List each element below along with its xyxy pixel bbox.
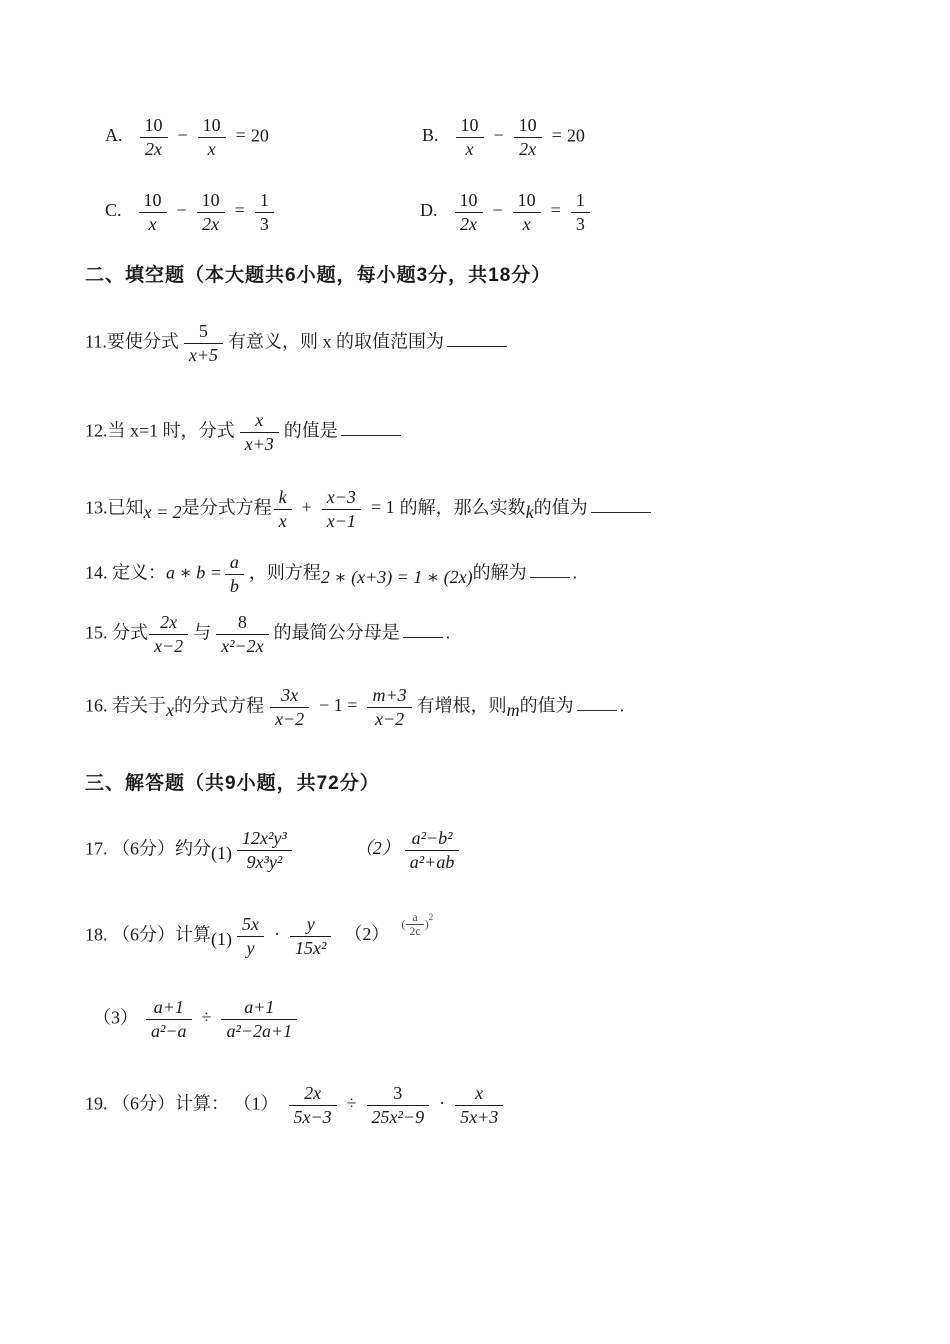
denominator: x <box>456 137 484 161</box>
numerator: 3 <box>393 1083 403 1103</box>
rhs-value: 20 <box>566 125 585 146</box>
fraction <box>140 114 168 160</box>
part-1-label: (1) <box>211 929 232 950</box>
fraction <box>289 1082 337 1128</box>
numerator: 5 <box>198 321 208 341</box>
choice-b-label: B. <box>422 125 439 146</box>
variable-m: m <box>506 700 520 721</box>
numerator: 12x²y³ <box>242 828 287 848</box>
denominator: 2x <box>514 137 542 161</box>
choice-a-label: A. <box>105 125 123 146</box>
answer-blank <box>447 344 507 347</box>
denominator: 2x <box>455 212 483 236</box>
question-text: 19. （6分）计算： （1） <box>85 1093 279 1114</box>
variable-x: x <box>166 700 174 721</box>
question-text: 15. 分式 <box>85 622 148 643</box>
numerator: 10 <box>517 190 536 210</box>
question-text: 的值为 <box>533 497 588 518</box>
part-2-label: （2） <box>354 838 400 859</box>
section-fill-header: 二、填空题（本大题共6小题，每小题3分，共18分） <box>85 265 552 286</box>
period: . <box>619 695 625 716</box>
denominator: x <box>198 137 226 161</box>
rhs-value: 20 <box>250 125 269 146</box>
answer-blank <box>577 708 617 711</box>
question-text: 13.已知 <box>85 497 144 518</box>
fraction <box>139 189 167 235</box>
question-15 <box>85 611 450 657</box>
question-19 <box>85 1082 508 1128</box>
numerator: 10 <box>201 190 220 210</box>
numerator: a+1 <box>153 997 184 1017</box>
fraction <box>514 114 542 160</box>
denominator: x+5 <box>184 343 223 367</box>
choice-a <box>105 114 269 160</box>
denominator: 3 <box>255 212 274 236</box>
numerator: a²−b² <box>411 828 453 848</box>
denominator: 15x² <box>290 936 331 960</box>
fraction <box>456 114 484 160</box>
equals-sign: = <box>235 125 246 146</box>
numerator: 1 <box>575 190 585 210</box>
part-1-label: (1) <box>211 843 232 864</box>
numerator: 10 <box>202 115 221 135</box>
denominator: y <box>237 936 264 960</box>
denominator: a²−2a+1 <box>221 1019 297 1043</box>
minus-operator: − <box>176 200 187 221</box>
part-3-label: （3） <box>93 1007 138 1028</box>
definition-lhs: a ∗ b = <box>166 562 222 583</box>
fraction <box>255 189 274 235</box>
denominator: 5x−3 <box>289 1105 337 1129</box>
question-11 <box>85 320 510 366</box>
answer-blank <box>530 575 570 578</box>
denominator: x+3 <box>240 432 279 456</box>
fraction <box>237 827 292 873</box>
numerator: m+3 <box>372 685 407 705</box>
fraction <box>322 486 361 532</box>
fraction <box>405 827 460 873</box>
denominator: x−2 <box>367 707 411 731</box>
open-paren: ( <box>401 916 406 931</box>
choice-b <box>422 114 585 160</box>
choice-c-label: C. <box>105 200 122 221</box>
minus-operator: − <box>177 125 188 146</box>
question-text: 有意义，则 x 的取值范围为 <box>227 331 444 352</box>
minus-operator: − <box>493 125 504 146</box>
denominator: x <box>274 509 292 533</box>
question-14 <box>85 551 577 597</box>
fraction <box>290 913 331 959</box>
numerator: 2x <box>304 1083 322 1103</box>
numerator: x−3 <box>326 487 356 507</box>
numerator: 5x <box>242 914 259 934</box>
denominator: a²−a <box>146 1019 192 1043</box>
answer-blank <box>591 510 651 513</box>
numerator: 10 <box>460 115 479 135</box>
question-18-part-3 <box>93 996 302 1042</box>
numerator: a <box>412 910 418 925</box>
choice-c <box>105 189 279 235</box>
question-16 <box>85 684 624 730</box>
section-solve-header: 三、解答题（共9小题，共72分） <box>85 773 380 794</box>
denominator: 2x <box>197 212 225 236</box>
numerator: 10 <box>459 190 478 210</box>
question-text: 16. 若关于 <box>85 695 166 716</box>
fraction <box>367 1082 430 1128</box>
fraction <box>149 611 188 657</box>
question-text: ，则方程 <box>248 562 321 583</box>
question-text: 17. （6分）约分 <box>85 838 211 859</box>
part-2-label: （2） <box>344 924 390 945</box>
question-text: 的最简公分母是 <box>273 622 400 643</box>
fraction <box>571 189 590 235</box>
close-paren: ) <box>424 916 429 931</box>
multiply-dot: · <box>274 924 280 945</box>
denominator: x²−2x <box>216 634 269 658</box>
numerator: y <box>306 914 315 934</box>
choice-d-label: D. <box>420 200 438 221</box>
numerator: 2x <box>160 612 178 632</box>
numerator: 10 <box>143 190 162 210</box>
divide-operator: ÷ <box>201 1007 212 1028</box>
plus-operator: + <box>301 497 312 518</box>
minus-one-equals: − 1 = <box>319 695 358 716</box>
fraction <box>197 189 225 235</box>
denominator: x−2 <box>149 634 188 658</box>
numerator: 10 <box>144 115 163 135</box>
fraction <box>367 684 411 730</box>
question-text: 有增根，则 <box>416 695 507 716</box>
numerator: x <box>255 410 264 430</box>
numerator: 1 <box>259 190 269 210</box>
fraction <box>270 684 309 730</box>
question-text: 14. 定义： <box>85 562 166 583</box>
denominator: a²+ab <box>405 850 460 874</box>
equals-sign: = <box>550 200 561 221</box>
question-text: 是分式方程 <box>181 497 272 518</box>
fraction <box>216 611 269 657</box>
given-condition: x = 2 <box>143 502 182 523</box>
period: . <box>445 622 451 643</box>
question-13 <box>85 486 654 532</box>
variable-k: k <box>525 502 534 523</box>
denominator: b <box>225 574 244 598</box>
question-text: 18. （6分）计算 <box>85 924 211 945</box>
equals-sign: = <box>234 200 245 221</box>
choice-d <box>420 189 595 235</box>
numerator: 8 <box>237 612 247 632</box>
fraction <box>184 320 223 366</box>
multiply-dot: · <box>439 1093 446 1114</box>
question-text: 的值为 <box>519 695 574 716</box>
question-text: 11.要使分式 <box>85 331 179 352</box>
denominator: x−1 <box>322 509 361 533</box>
power-expression <box>401 904 433 939</box>
numerator: 3x <box>281 685 299 705</box>
numerator: x <box>475 1083 484 1103</box>
denominator: 3 <box>571 212 590 236</box>
fraction <box>240 409 279 455</box>
fraction <box>455 1082 503 1128</box>
equals-sign: = <box>551 125 562 146</box>
numerator: k <box>278 487 287 507</box>
fraction <box>225 551 244 597</box>
fraction <box>406 911 423 938</box>
question-text: 12.当 x=1 时，分式 <box>85 420 235 441</box>
period: . <box>572 562 578 583</box>
denominator: 25x²−9 <box>367 1105 430 1129</box>
denominator: 5x+3 <box>455 1105 503 1129</box>
numerator: a+1 <box>244 997 275 1017</box>
denominator: 2x <box>140 137 168 161</box>
answer-blank <box>341 433 401 436</box>
fraction <box>198 114 226 160</box>
fraction <box>274 486 292 532</box>
equation: 2 ∗ (x+3) = 1 ∗ (2x) <box>320 567 473 588</box>
question-text: 与 <box>193 622 212 643</box>
fraction <box>513 189 541 235</box>
fraction <box>146 996 192 1042</box>
question-text: 的解，那么实数 <box>399 497 526 518</box>
fraction <box>221 996 297 1042</box>
divide-operator: ÷ <box>346 1093 357 1114</box>
question-18 <box>85 910 434 959</box>
question-12 <box>85 409 404 455</box>
denominator: x <box>139 212 167 236</box>
denominator: x <box>513 212 541 236</box>
question-text: 的分式方程 <box>174 695 264 716</box>
minus-operator: − <box>492 200 503 221</box>
numerator: 10 <box>518 115 537 135</box>
denominator: x−2 <box>270 707 309 731</box>
question-text: 的值是 <box>283 420 338 441</box>
question-text: 的解为 <box>472 562 527 583</box>
denominator: 2c <box>406 924 423 938</box>
answer-blank <box>403 635 443 638</box>
equals-one: = 1 <box>370 497 395 518</box>
question-17 <box>85 827 464 873</box>
numerator: a <box>229 552 239 572</box>
denominator: 9x³y² <box>237 850 292 874</box>
fraction <box>237 913 264 959</box>
fraction <box>455 189 483 235</box>
exponent: 2 <box>428 911 434 922</box>
